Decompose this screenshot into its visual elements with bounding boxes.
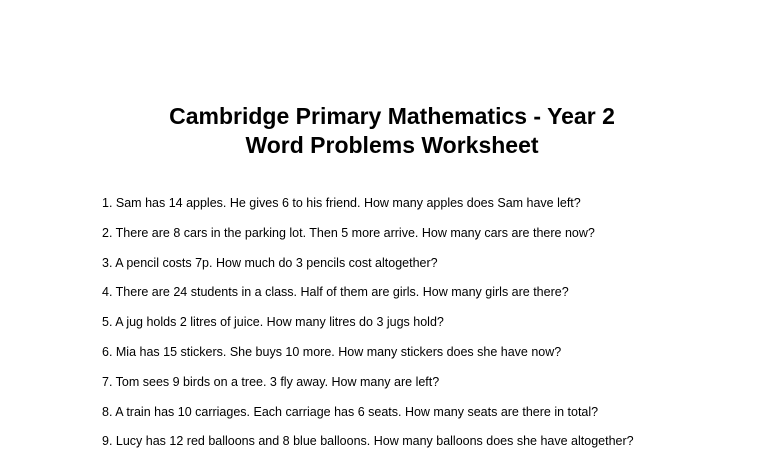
title-line-1: Cambridge Primary Mathematics - Year 2 [169,103,615,129]
problem-item-9: 9. Lucy has 12 red balloons and 8 blue balloons. How many balloons does she have altogether? [102,434,634,449]
problem-item-3: 3. A pencil costs 7p. How much do 3 pencils cost altogether? [102,255,438,270]
problem-item-7: 7. Tom sees 9 birds on a tree. 3 fly away. How many are left? [102,374,440,389]
problem-item-5: 5. A jug holds 2 litres of juice. How many litres do 3 jugs hold? [102,315,444,330]
problem-item-1: 1. Sam has 14 apples. He gives 6 to his friend. How many apples does Sam have left? [102,196,581,210]
problem-item-8: 8. A train has 10 carriages. Each carriage has 6 seats. How many seats are there in total? [102,404,599,419]
problem-item-2: 2. There are 8 cars in the parking lot. Then 5 more arrive. How many cars are there now? [102,225,595,240]
title-line-2: Word Problems Worksheet [245,132,539,158]
problem-item-4: 4. There are 24 students in a class. Half of them are girls. How many girls are there? [102,285,569,300]
problem-item-6: 6. Mia has 15 stickers. She buys 10 more. How many stickers does she have now? [102,344,562,359]
problem-list [102,192,634,460]
worksheet-title [0,102,784,160]
